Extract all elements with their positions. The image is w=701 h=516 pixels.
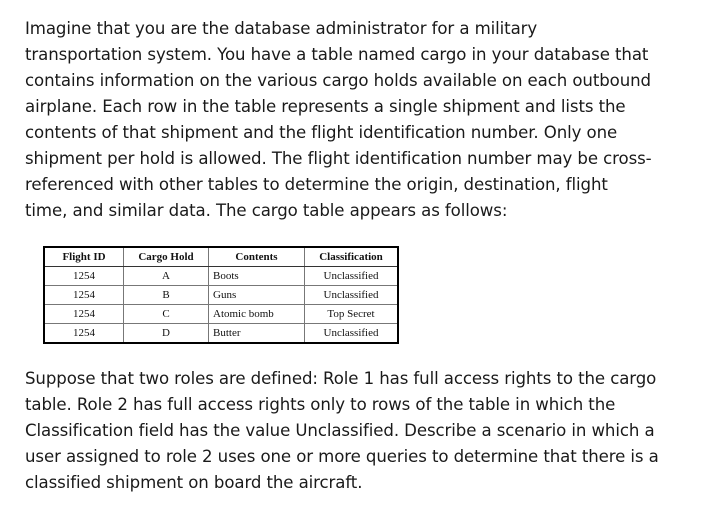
cell-contents: Butter	[209, 324, 305, 344]
cell-flight-id: 1254	[44, 267, 124, 286]
question-paragraph	[25, 366, 685, 496]
cell-classification: Top Secret	[305, 305, 399, 324]
header-contents: Contents	[209, 247, 305, 267]
table-row	[44, 267, 398, 286]
cell-flight-id: 1254	[44, 286, 124, 305]
header-classification: Classification	[305, 247, 399, 267]
cell-flight-id: 1254	[44, 305, 124, 324]
cell-contents: Boots	[209, 267, 305, 286]
cell-cargo-hold: D	[124, 324, 209, 344]
intro-line: time, and similar data. The cargo table appears as follows:	[25, 201, 508, 220]
cell-classification: Unclassified	[305, 286, 399, 305]
intro-line: contains information on the various cargo holds available on each outbound	[25, 71, 651, 90]
question-line: classified shipment on board the aircraft.	[25, 473, 363, 492]
intro-line: referenced with other tables to determine the origin, destination, flight	[25, 175, 608, 194]
question-line: Suppose that two roles are defined: Role 1 has full access rights to the cargo	[25, 369, 657, 388]
cell-cargo-hold: C	[124, 305, 209, 324]
question-line: table. Role 2 has full access rights only to rows of the table in which the	[25, 395, 616, 414]
cell-classification: Unclassified	[305, 324, 399, 344]
table-row	[44, 286, 398, 305]
cell-contents: Guns	[209, 286, 305, 305]
question-line: Classification field has the value Unclassified. Describe a scenario in which a	[25, 421, 655, 440]
intro-line: shipment per hold is allowed. The flight identification number may be cross-	[25, 149, 652, 168]
intro-line: contents of that shipment and the flight identification number. Only one	[25, 123, 618, 142]
intro-line: airplane. Each row in the table represents a single shipment and lists the	[25, 97, 626, 116]
table-row	[44, 305, 398, 324]
question-line: user assigned to role 2 uses one or more queries to determine that there is a	[25, 447, 659, 466]
intro-line: transportation system. You have a table named cargo in your database that	[25, 45, 649, 64]
cell-classification: Unclassified	[305, 267, 399, 286]
header-flight-id: Flight ID	[44, 247, 124, 267]
cell-cargo-hold: A	[124, 267, 209, 286]
intro-paragraph	[25, 16, 685, 224]
table-header-row	[44, 247, 398, 267]
table-row	[44, 324, 398, 344]
intro-line: Imagine that you are the database administrator for a military	[25, 19, 538, 38]
cell-flight-id: 1254	[44, 324, 124, 344]
header-cargo-hold: Cargo Hold	[124, 247, 209, 267]
cell-contents: Atomic bomb	[209, 305, 305, 324]
cargo-table	[43, 246, 399, 344]
cell-cargo-hold: B	[124, 286, 209, 305]
